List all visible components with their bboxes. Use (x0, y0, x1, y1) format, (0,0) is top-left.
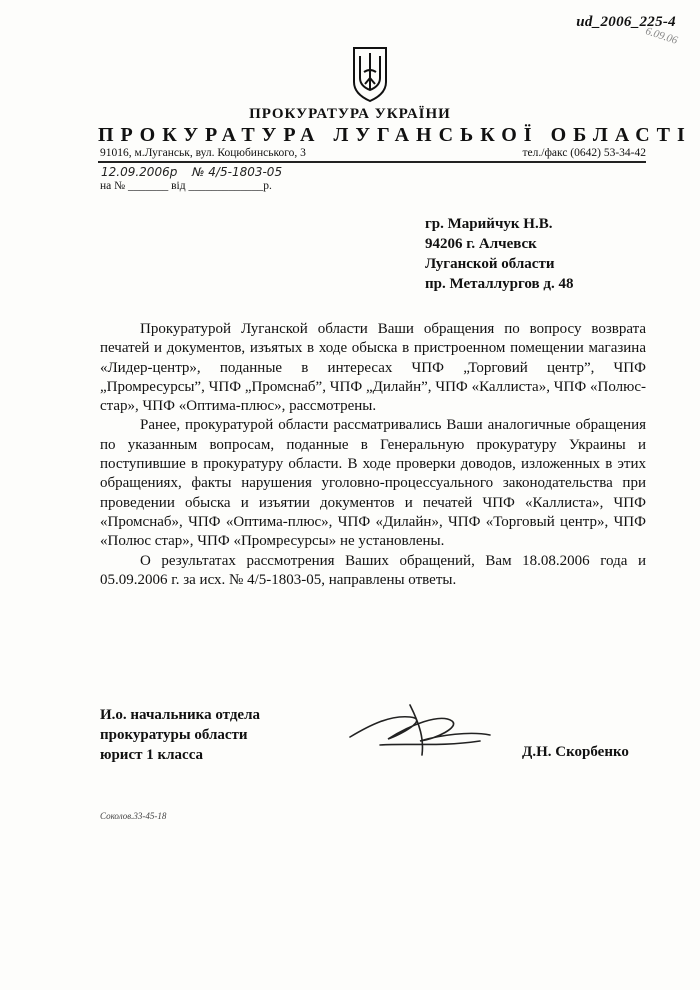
header-divider (98, 161, 646, 163)
position-line: юрист 1 класса (100, 747, 204, 763)
org-address: 91016, м.Луганськ, вул. Коцюбинського, 3 (100, 147, 306, 159)
signatory-position (100, 705, 260, 765)
handwritten-number: № 4/5-1803-05 (192, 165, 283, 179)
registration-line: на № _______ від _____________р. (100, 180, 272, 192)
recipient-block (425, 214, 573, 294)
recipient-name: гр. Марийчук Н.В. (425, 216, 553, 232)
handwritten-signature (340, 695, 500, 765)
position-line: прокуратуры области (100, 727, 248, 743)
corner-stamp: 6.09.06 (643, 25, 680, 47)
org-name-big: ПРОКУРАТУРА ЛУГАНСЬКОЇ ОБЛАСТІ (98, 124, 692, 146)
position-line: И.о. начальника отдела (100, 707, 260, 723)
recipient-street: пр. Металлургов д. 48 (425, 276, 574, 292)
org-name-small: ПРОКУРАТУРА УКРАЇНИ (249, 106, 451, 122)
document-id: ud_2006_225-4 (576, 14, 676, 30)
trident-emblem-icon (350, 44, 390, 104)
executor-note: Соколов.33-45-18 (100, 811, 167, 821)
body-paragraph: Прокуратурой Луганской области Ваши обращения по вопросу возврата печатей и документов, изъятых в ходе обыска в пристроенном помещении магазина «Лидер-центр», поданные в интересах ЧПФ „Торговий центр”, ЧПФ „Промресурсы”, ЧПФ „Промснаб”, ЧПФ „Дилайн”, ЧПФ «Каллиста», ЧПФ «Полюс-стар», ЧПФ «Оптима-плюс», рассмотрены. (100, 321, 646, 415)
recipient-region: Луганской области (425, 256, 555, 272)
handwritten-date: 12.09.2006р (101, 165, 178, 179)
body-paragraph: О результатах рассмотрения Ваших обращений, Вам 18.08.2006 года и 05.09.2006 г. за исх. № 4/5-1803-05, направлены ответы. (100, 552, 646, 588)
body-paragraph: Ранее, прокуратурой области рассматривались Ваши аналогичные обращения по указанным вопросам, поданные в Генеральную прокуратуру Украины и поступившие в прокуратуру области. В ходе проверки доводов, изложенных в этих обращениях, факты нарушения уголовно-процессуального законодательства при проведении обыска и изъятии документов и печатей ЧПФ «Каллиста», ЧПФ «Промснаб», ЧПФ «Оптима-плюс», ЧПФ «Дилайн», ЧПФ «Торговый центр», ЧПФ «Полюс стар», ЧПФ «Промресурсы» не установлены. (100, 417, 646, 550)
signatory-name: Д.Н. Скорбенко (522, 744, 629, 760)
org-phone: тел./факс (0642) 53-34-42 (522, 147, 646, 159)
letter-body (100, 320, 646, 590)
recipient-city: 94206 г. Алчевск (425, 236, 537, 252)
